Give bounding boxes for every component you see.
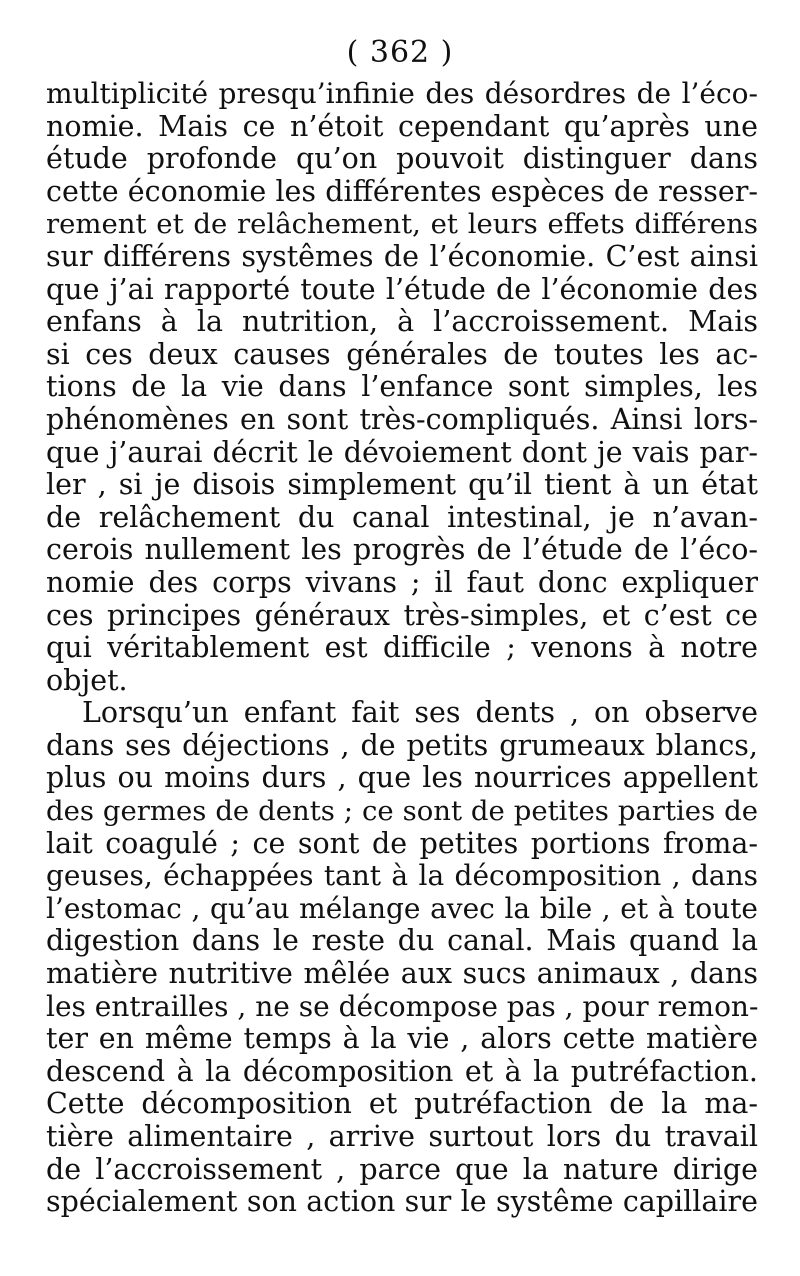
paragraph-start-line: Lorsqu’un enfant fait ses dents , on observe <box>82 697 758 730</box>
text-line: dans ses déjections , de petits grumeaux blancs, <box>46 729 758 762</box>
text-line: étude profonde qu’on pouvoit distinguer dans <box>46 143 758 176</box>
text-line: nomie des corps vivans ; il faut donc expliquer <box>46 566 758 599</box>
text-line: geuses, échappées tant à la décomposition , dans <box>46 860 758 893</box>
text-line: de l’accroissement , parce que la nature dirige <box>46 1153 758 1186</box>
text-line: matière nutritive mêlée aux sucs animaux , dans <box>46 958 758 991</box>
text-line: si ces deux causes générales de toutes les ac- <box>46 338 758 371</box>
text-line: Cette décomposition et putréfaction de la ma- <box>46 1088 758 1121</box>
text-line: cerois nullement les progrès de l’étude de l’éco- <box>46 534 758 567</box>
text-line: spécialement son action sur le systême capillaire <box>46 1186 758 1219</box>
text-line: tière alimentaire , arrive surtout lors du travail <box>46 1121 758 1153</box>
text-line: plus ou moins durs , que les nourrices appellent <box>46 762 758 795</box>
text-line: enfans à la nutrition, à l’accroissement. Mais <box>46 306 758 339</box>
paragraph-end-line: objet. <box>46 664 128 697</box>
text-line: lait coagulé ; ce sont de petites portions froma- <box>46 827 758 860</box>
text-line: sur différens systêmes de l’économie. C’est ainsi <box>46 240 758 273</box>
body-text <box>46 78 758 1219</box>
text-line: que j’aurai décrit le dévoiement dont je vais par- <box>46 436 758 469</box>
text-line: qui véritablement est difficile ; venons à notre <box>46 632 758 665</box>
text-line: tions de la vie dans l’enfance sont simples, les <box>46 371 758 404</box>
text-line: digestion dans le reste du canal. Mais quand la <box>46 925 758 958</box>
text-line: ces principes généraux très-simples, et c’est ce <box>46 599 758 632</box>
text-line: rement et de relâchement, et leurs effets différens <box>46 208 758 241</box>
text-line: descend à la décomposition et à la putréfaction. <box>46 1055 758 1088</box>
text-line: ler , si je disois simplement qu’il tient à un état <box>46 469 758 502</box>
text-line: de relâchement du canal intestinal, je n’avan- <box>46 501 758 534</box>
text-line: des germes de dents ; ce sont de petites parties de <box>46 795 758 828</box>
text-line: que j’ai rapporté toute l’étude de l’économie des <box>46 273 758 306</box>
text-line: cette économie les différentes espèces de resser- <box>46 175 758 208</box>
page-number: ( 362 ) <box>346 35 454 70</box>
text-line: multiplicité presqu’infinie des désordres de l’éco- <box>46 78 758 110</box>
text-line: les entrailles , ne se décompose pas , pour remon- <box>46 990 758 1023</box>
text-line: nomie. Mais ce n’étoit cependant qu’après une <box>46 110 758 143</box>
text-line: l’estomac , qu’au mélange avec la bile , et à toute <box>46 892 758 925</box>
text-line: phénomènes en sont très-compliqués. Ainsi lors- <box>46 403 758 436</box>
text-line: ter en même temps à la vie , alors cette matière <box>46 1023 758 1056</box>
